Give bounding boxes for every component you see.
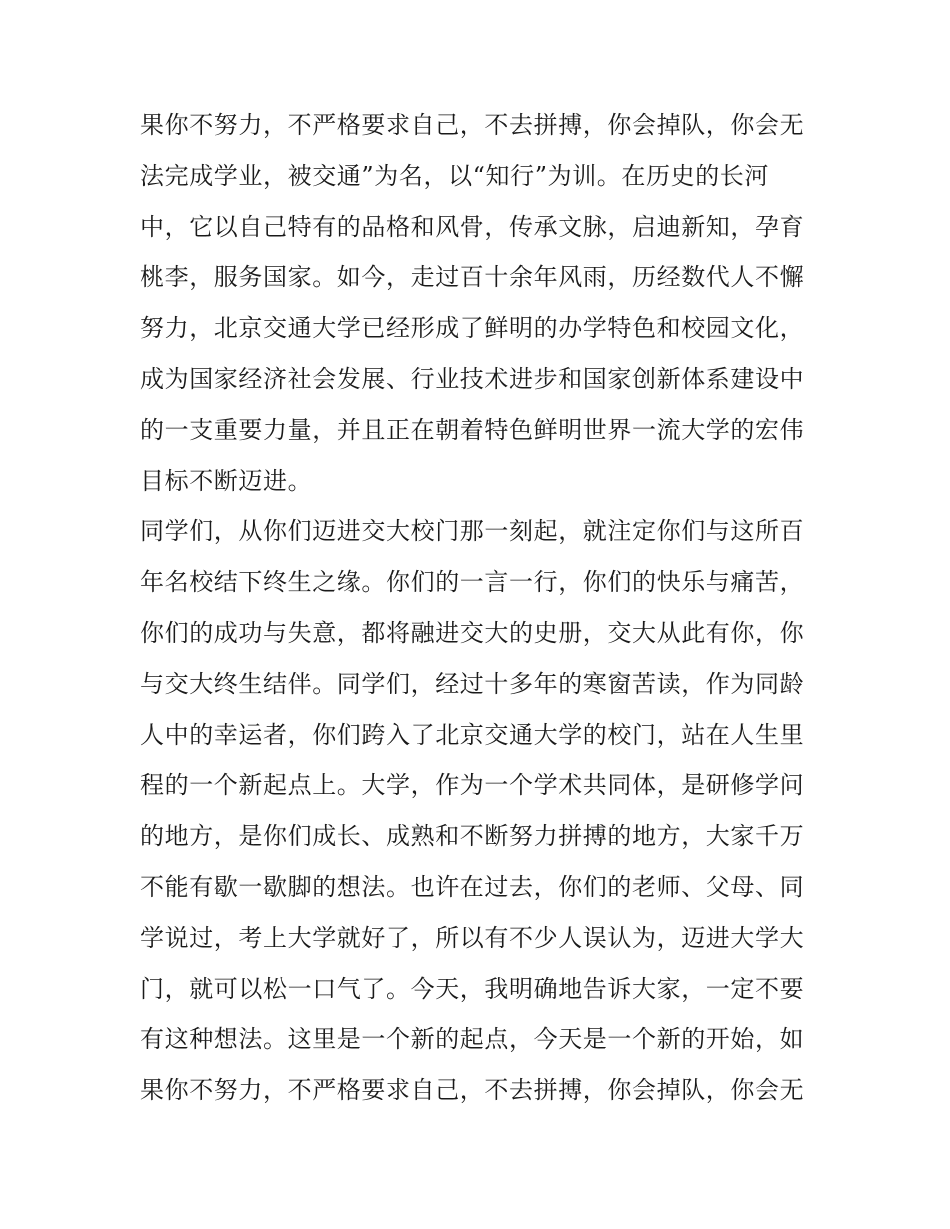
text-line: 的地方，是你们成长、成熟和不断努力拼搏的地方，大家千万 bbox=[140, 822, 805, 851]
text-line: 程的一个新起点上。大学，作为一个学术共同体，是研修学问 bbox=[140, 771, 805, 800]
body-text bbox=[140, 100, 830, 1116]
text-line: 法完成学业，被交通”为名，以“知行”为训。在历史的长河 bbox=[140, 161, 770, 190]
text-line: 学说过，考上大学就好了，所以有不少人误认为，迈进大学大 bbox=[140, 923, 805, 952]
text-line: 果你不努力，不严格要求自己，不去拼搏，你会掉队，你会无 bbox=[140, 1076, 805, 1105]
text-line: 不能有歇一歇脚的想法。也许在过去，你们的老师、父母、同 bbox=[140, 872, 805, 901]
text-line: 果你不努力，不严格要求自己，不去拼搏，你会掉队，你会无 bbox=[140, 111, 805, 139]
text-line: 中，它以自己特有的品格和风骨，传承文脉，启迪新知，孕育 bbox=[140, 212, 805, 241]
text-line: 成为国家经济社会发展、行业技术进步和国家创新体系建设中 bbox=[140, 364, 805, 393]
text-line: 桃李，服务国家。如今，走过百十余年风雨，历经数代人不懈 bbox=[140, 263, 805, 292]
text-line: 同学们，从你们迈进交大校门那一刻起，就注定你们与这所百 bbox=[140, 517, 805, 546]
text-line: 门，就可以松一口气了。今天，我明确地告诉大家，一定不要 bbox=[140, 974, 805, 1003]
text-line: 人中的幸运者，你们跨入了北京交通大学的校门，站在人生里 bbox=[140, 720, 805, 749]
text-line: 努力，北京交通大学已经形成了鲜明的办学特色和校园文化， bbox=[140, 314, 805, 343]
text-line: 目标不断迈进。 bbox=[140, 466, 313, 495]
text-line: 你们的成功与失意，都将融进交大的史册，交大从此有你，你 bbox=[140, 618, 805, 647]
text-line: 的一支重要力量，并且正在朝着特色鲜明世界一流大学的宏伟 bbox=[140, 415, 805, 444]
text-line: 年名校结下终生之缘。你们的一言一行，你们的快乐与痛苦， bbox=[140, 568, 805, 597]
text-line: 与交大终生结伴。同学们，经过十多年的寒窗苦读，作为同龄 bbox=[140, 669, 805, 698]
text-line: 有这种想法。这里是一个新的起点，今天是一个新的开始，如 bbox=[140, 1025, 805, 1054]
